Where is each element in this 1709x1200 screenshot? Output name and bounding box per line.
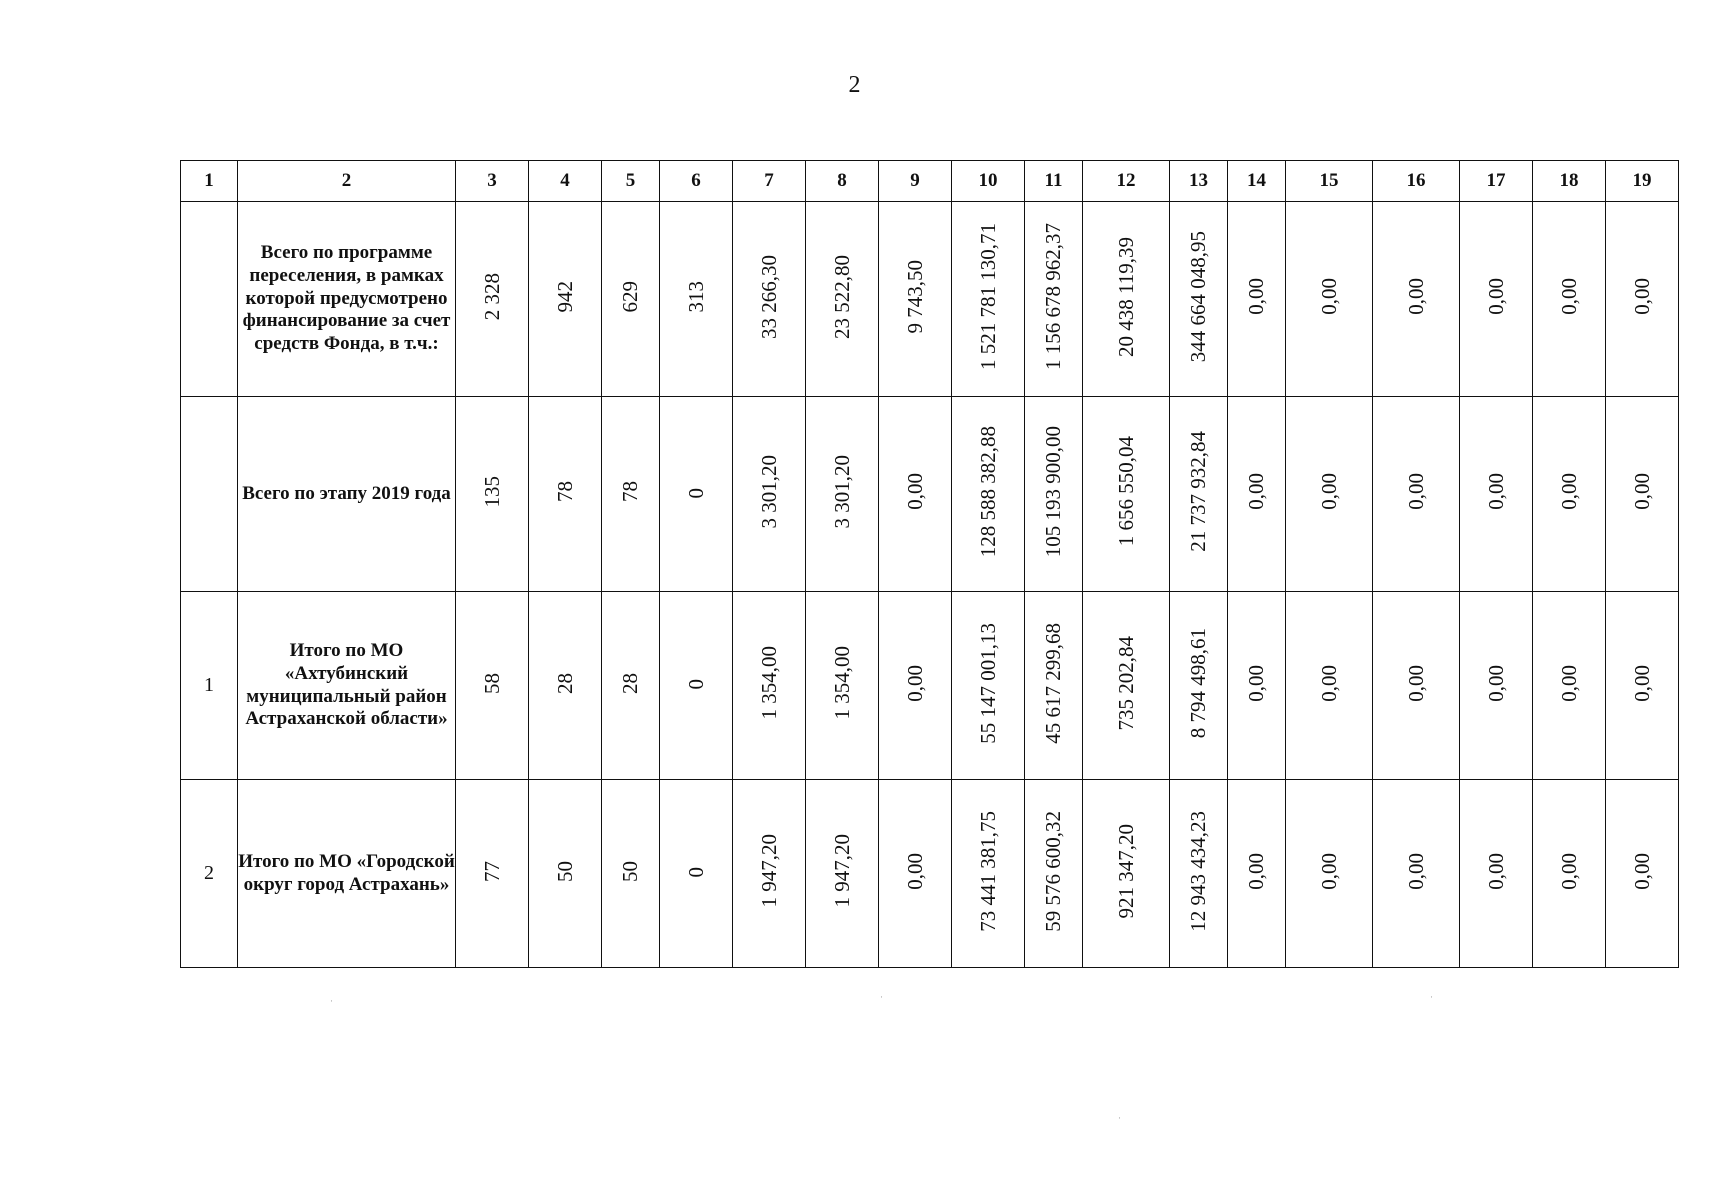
value-cell: 0,00 (1286, 202, 1373, 397)
row-number (181, 202, 238, 397)
value-cell: 0,00 (1460, 202, 1533, 397)
resettlement-table (180, 160, 1679, 968)
column-number: 14 (1228, 161, 1286, 202)
value-cell: 58 (456, 592, 529, 780)
value-cell: 0,00 (1228, 202, 1286, 397)
column-number: 8 (806, 161, 879, 202)
value-cell: 942 (529, 202, 602, 397)
value-cell: 78 (602, 397, 660, 592)
column-number: 18 (1533, 161, 1606, 202)
value-cell: 0,00 (879, 592, 952, 780)
value-cell: 0,00 (1460, 397, 1533, 592)
column-number: 7 (733, 161, 806, 202)
column-number: 19 (1606, 161, 1679, 202)
column-number: 11 (1025, 161, 1083, 202)
column-number: 2 (238, 161, 456, 202)
table-row-astrakhan (181, 780, 1679, 968)
value-cell: 9 743,50 (879, 202, 952, 397)
row-number: 2 (181, 780, 238, 968)
value-cell: 0,00 (1228, 780, 1286, 968)
value-cell: 0,00 (1606, 397, 1679, 592)
value-cell: 23 522,80 (806, 202, 879, 397)
value-cell: 0,00 (879, 780, 952, 968)
column-number: 15 (1286, 161, 1373, 202)
value-cell: 344 664 048,95 (1170, 202, 1228, 397)
value-cell: 0,00 (1373, 592, 1460, 780)
value-cell: 3 301,20 (806, 397, 879, 592)
value-cell: 59 576 600,32 (1025, 780, 1083, 968)
column-number: 1 (181, 161, 238, 202)
column-number: 10 (952, 161, 1025, 202)
value-cell: 33 266,30 (733, 202, 806, 397)
value-cell: 78 (529, 397, 602, 592)
column-number: 4 (529, 161, 602, 202)
value-cell: 128 588 382,88 (952, 397, 1025, 592)
value-cell: 1 947,20 (733, 780, 806, 968)
value-cell: 735 202,84 (1083, 592, 1170, 780)
value-cell: 0,00 (1606, 592, 1679, 780)
value-cell: 0 (660, 592, 733, 780)
value-cell: 12 943 434,23 (1170, 780, 1228, 968)
value-cell: 135 (456, 397, 529, 592)
scan-speck: · (330, 996, 333, 1006)
value-cell: 0,00 (1606, 780, 1679, 968)
row-name: Итого по МО «Городской округ город Астрахань» (238, 780, 456, 968)
value-cell: 28 (529, 592, 602, 780)
column-number: 16 (1373, 161, 1460, 202)
page-number: 2 (848, 72, 861, 98)
value-cell: 313 (660, 202, 733, 397)
value-cell: 1 354,00 (733, 592, 806, 780)
value-cell: 921 347,20 (1083, 780, 1170, 968)
value-cell: 0,00 (1533, 397, 1606, 592)
value-cell: 8 794 498,61 (1170, 592, 1228, 780)
column-number: 12 (1083, 161, 1170, 202)
column-number: 5 (602, 161, 660, 202)
value-cell: 0,00 (1460, 780, 1533, 968)
value-cell: 77 (456, 780, 529, 968)
value-cell: 0,00 (1533, 202, 1606, 397)
table-row-program-total (181, 202, 1679, 397)
row-number: 1 (181, 592, 238, 780)
column-number: 17 (1460, 161, 1533, 202)
row-name: Итого по МО «Ахтубинский муниципальный район Астраханской области» (238, 592, 456, 780)
column-number: 6 (660, 161, 733, 202)
column-number: 3 (456, 161, 529, 202)
row-number (181, 397, 238, 592)
value-cell: 45 617 299,68 (1025, 592, 1083, 780)
value-cell: 0,00 (1286, 397, 1373, 592)
scan-speck: · (1430, 992, 1433, 1002)
value-cell: 0,00 (1228, 397, 1286, 592)
value-cell: 50 (602, 780, 660, 968)
value-cell: 50 (529, 780, 602, 968)
value-cell: 0 (660, 780, 733, 968)
value-cell: 0,00 (1460, 592, 1533, 780)
value-cell: 0,00 (1228, 592, 1286, 780)
scan-speck: · (880, 992, 883, 1002)
value-cell: 73 441 381,75 (952, 780, 1025, 968)
column-number-row (181, 161, 1679, 202)
row-name: Всего по этапу 2019 года (238, 397, 456, 592)
column-number: 9 (879, 161, 952, 202)
value-cell: 0,00 (1286, 592, 1373, 780)
value-cell: 2 328 (456, 202, 529, 397)
value-cell: 28 (602, 592, 660, 780)
value-cell: 0,00 (1286, 780, 1373, 968)
value-cell: 0,00 (1533, 780, 1606, 968)
value-cell: 0 (660, 397, 733, 592)
table-row-akhtubinsky (181, 592, 1679, 780)
value-cell: 0,00 (1373, 202, 1460, 397)
value-cell: 1 656 550,04 (1083, 397, 1170, 592)
row-name: Всего по программе переселения, в рамках которой предусмотрено финансирование за счет средств Фонда, в т.ч.: (238, 202, 456, 397)
scan-speck: · (1118, 1113, 1121, 1123)
value-cell: 1 156 678 962,37 (1025, 202, 1083, 397)
table-row-stage-2019 (181, 397, 1679, 592)
value-cell: 629 (602, 202, 660, 397)
value-cell: 0,00 (1373, 780, 1460, 968)
value-cell: 0,00 (879, 397, 952, 592)
value-cell: 20 438 119,39 (1083, 202, 1170, 397)
value-cell: 3 301,20 (733, 397, 806, 592)
value-cell: 105 193 900,00 (1025, 397, 1083, 592)
value-cell: 0,00 (1533, 592, 1606, 780)
value-cell: 55 147 001,13 (952, 592, 1025, 780)
value-cell: 1 354,00 (806, 592, 879, 780)
column-number: 13 (1170, 161, 1228, 202)
value-cell: 0,00 (1373, 397, 1460, 592)
value-cell: 21 737 932,84 (1170, 397, 1228, 592)
value-cell: 0,00 (1606, 202, 1679, 397)
value-cell: 1 521 781 130,71 (952, 202, 1025, 397)
value-cell: 1 947,20 (806, 780, 879, 968)
